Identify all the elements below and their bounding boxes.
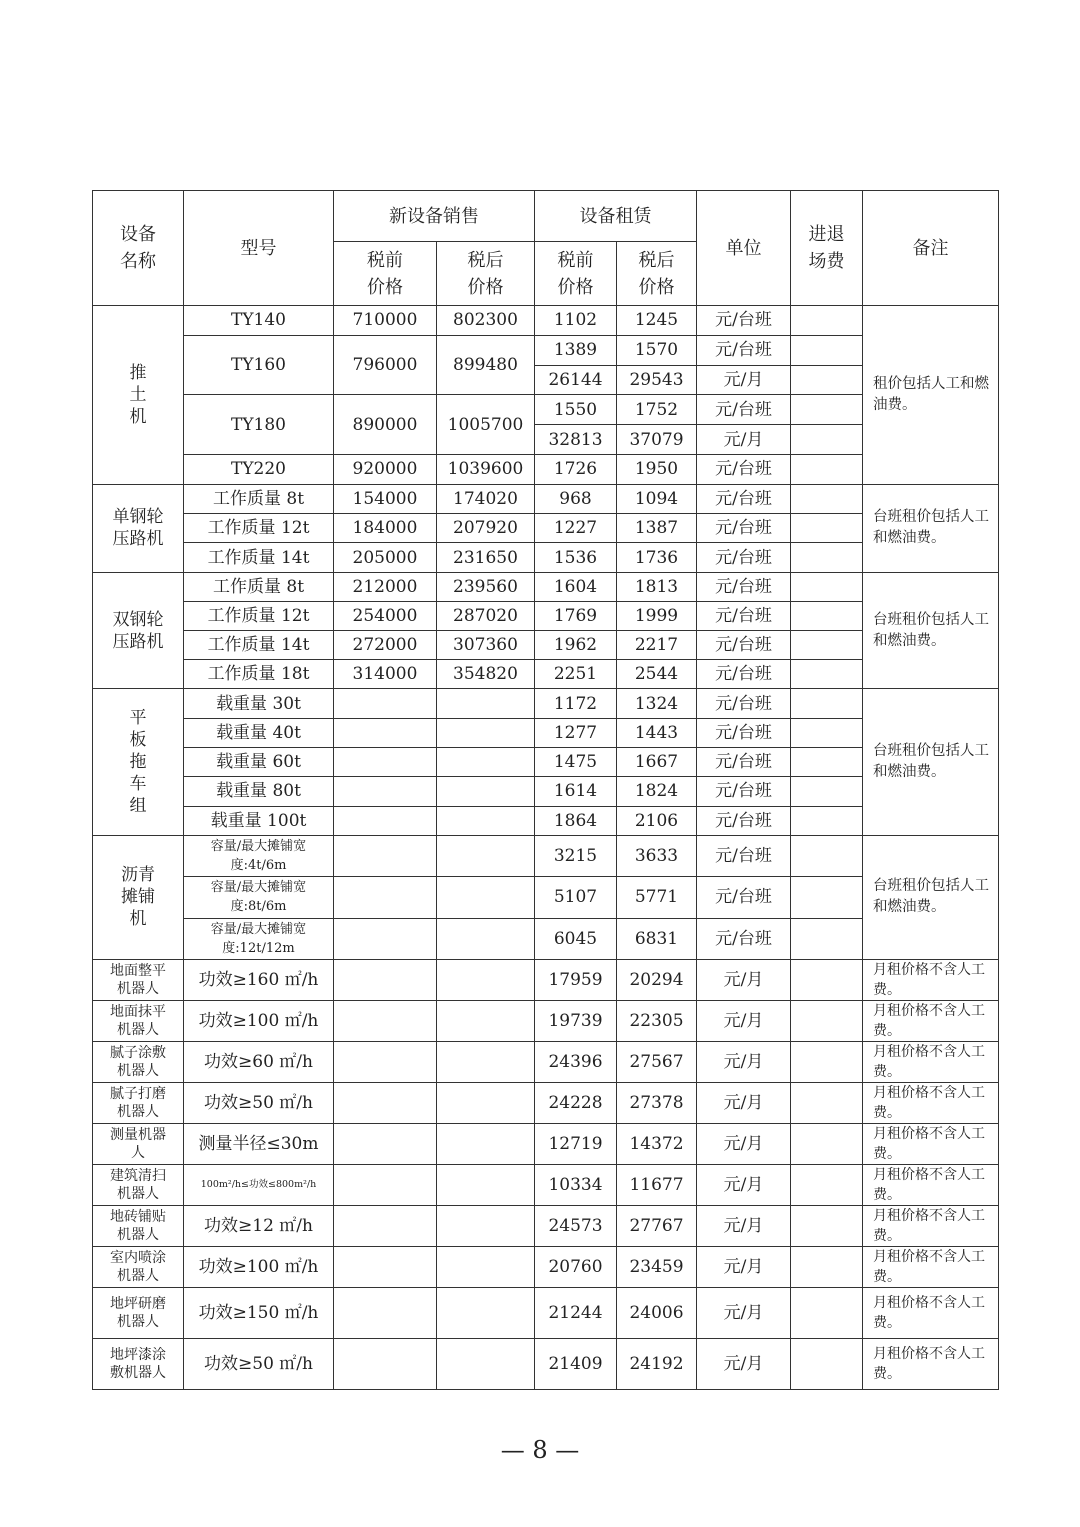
sale-after-tax: 287020 <box>437 601 535 630</box>
rent-pre-tax: 17959 <box>535 959 617 1000</box>
remark-cell: 月租价格不含人工费。 <box>863 1246 999 1287</box>
entry-exit-fee <box>791 306 863 336</box>
header-rent-after-tax <box>617 242 697 306</box>
table-row <box>93 1205 999 1246</box>
entry-exit-fee <box>791 835 863 876</box>
rent-pre-tax: 5107 <box>535 877 617 918</box>
rent-after-tax: 1245 <box>617 306 697 336</box>
entry-exit-fee <box>791 514 863 543</box>
sale-pre-tax: 920000 <box>334 454 437 484</box>
rent-pre-tax: 1389 <box>535 335 617 365</box>
remark-cell: 月租价格不含人工费。 <box>863 1164 999 1205</box>
unit-cell: 元/月 <box>697 1041 791 1082</box>
entry-exit-fee <box>791 877 863 918</box>
page-number: — 8 — <box>500 1436 580 1464</box>
rent-pre-tax: 2251 <box>535 660 617 689</box>
sale-after-tax <box>437 1246 535 1287</box>
unit-cell: 元/台班 <box>697 748 791 777</box>
rent-pre-tax: 19739 <box>535 1000 617 1041</box>
rent-after-tax: 1443 <box>617 718 697 747</box>
entry-exit-fee <box>791 1205 863 1246</box>
unit-cell: 元/台班 <box>697 689 791 718</box>
remark-cell: 月租价格不含人工费。 <box>863 1123 999 1164</box>
equipment-name: 沥青 摊铺 机 <box>93 835 184 959</box>
entry-exit-fee <box>791 543 863 572</box>
header-remarks: 备注 <box>863 191 999 306</box>
rent-pre-tax: 24396 <box>535 1041 617 1082</box>
entry-exit-fee <box>791 959 863 1000</box>
unit-cell: 元/台班 <box>697 631 791 660</box>
header-equipment-name-text: 设备 名称 <box>120 224 156 272</box>
rent-pre-tax: 1536 <box>535 543 617 572</box>
rent-after-tax: 1387 <box>617 514 697 543</box>
sale-after-tax <box>437 1123 535 1164</box>
sale-after-tax <box>437 1205 535 1246</box>
sale-after-tax <box>437 689 535 718</box>
model-cell: 功效≥50 ㎡/h <box>184 1082 334 1123</box>
rent-pre-tax: 1102 <box>535 306 617 336</box>
sale-pre-tax <box>334 1082 437 1123</box>
sale-pre-tax: 272000 <box>334 631 437 660</box>
entry-exit-fee <box>791 718 863 747</box>
unit-cell: 元/月 <box>697 959 791 1000</box>
model-cell: 100m²/h≤功效≤800m²/h <box>184 1164 334 1205</box>
header-rent-pre-tax <box>535 242 617 306</box>
remark-cell: 租价包括人工和燃油费。 <box>863 306 999 485</box>
sale-after-tax: 899480 <box>437 335 535 395</box>
model-cell: 载重量 40t <box>184 718 334 747</box>
unit-cell: 元/台班 <box>697 395 791 425</box>
sale-after-tax <box>437 1287 535 1338</box>
rent-pre-tax: 1604 <box>535 572 617 601</box>
entry-exit-fee <box>791 395 863 425</box>
model-cell: TY180 <box>184 395 334 455</box>
rent-after-tax: 1324 <box>617 689 697 718</box>
model-cell: 载重量 60t <box>184 748 334 777</box>
equipment-name: 推 土 机 <box>93 306 184 485</box>
sale-after-tax <box>437 777 535 806</box>
remark-cell: 台班租价包括人工和燃油费。 <box>863 572 999 689</box>
remark-cell: 月租价格不含人工费。 <box>863 959 999 1000</box>
header-sale-pre-tax-text: 税前 价格 <box>367 249 403 298</box>
rent-after-tax: 1813 <box>617 572 697 601</box>
unit-cell: 元/月 <box>697 1205 791 1246</box>
header-rent-pre-tax-text: 税前 价格 <box>557 249 594 298</box>
sale-pre-tax: 710000 <box>334 306 437 336</box>
entry-exit-fee <box>791 777 863 806</box>
rent-after-tax: 1752 <box>617 395 697 425</box>
entry-exit-fee <box>791 365 863 395</box>
sale-pre-tax: 314000 <box>334 660 437 689</box>
rent-after-tax: 1094 <box>617 484 697 513</box>
unit-cell: 元/月 <box>697 1338 791 1389</box>
model-cell: 功效≥100 ㎡/h <box>184 1000 334 1041</box>
unit-cell: 元/台班 <box>697 718 791 747</box>
model-cell: 功效≥160 ㎡/h <box>184 959 334 1000</box>
equipment-name: 单钢轮 压路机 <box>93 484 184 572</box>
entry-exit-fee <box>791 1082 863 1123</box>
rent-pre-tax: 1614 <box>535 777 617 806</box>
remark-cell: 月租价格不含人工费。 <box>863 1041 999 1082</box>
sale-pre-tax <box>334 1246 437 1287</box>
model-cell: 工作质量 8t <box>184 572 334 601</box>
rent-after-tax: 27378 <box>617 1082 697 1123</box>
rent-after-tax: 1736 <box>617 543 697 572</box>
model-cell: 功效≥150 ㎡/h <box>184 1287 334 1338</box>
header-model: 型号 <box>184 191 334 306</box>
rent-after-tax: 29543 <box>617 365 697 395</box>
entry-exit-fee <box>791 335 863 365</box>
remark-cell: 台班租价包括人工和燃油费。 <box>863 689 999 835</box>
sale-after-tax <box>437 877 535 918</box>
unit-cell: 元/台班 <box>697 514 791 543</box>
rent-pre-tax: 24573 <box>535 1205 617 1246</box>
rent-pre-tax: 968 <box>535 484 617 513</box>
table-row <box>93 484 999 513</box>
entry-exit-fee <box>791 1041 863 1082</box>
remark-cell: 月租价格不含人工费。 <box>863 1000 999 1041</box>
equipment-name: 建筑清扫 机器人 <box>93 1164 184 1205</box>
model-cell: 容量/最大摊铺宽 度:8t/6m <box>184 877 334 918</box>
table-row <box>93 1000 999 1041</box>
table-row <box>93 689 999 718</box>
unit-cell: 元/月 <box>697 365 791 395</box>
unit-cell: 元/台班 <box>697 918 791 959</box>
equipment-name: 腻子涂敷 机器人 <box>93 1041 184 1082</box>
unit-cell: 元/台班 <box>697 484 791 513</box>
rent-after-tax: 2106 <box>617 806 697 835</box>
model-cell: TY140 <box>184 306 334 336</box>
equipment-name: 地面整平 机器人 <box>93 959 184 1000</box>
unit-cell: 元/台班 <box>697 572 791 601</box>
equipment-name: 地坪研磨 机器人 <box>93 1287 184 1338</box>
unit-cell: 元/台班 <box>697 877 791 918</box>
rent-after-tax: 22305 <box>617 1000 697 1041</box>
unit-cell: 元/月 <box>697 425 791 455</box>
rent-after-tax: 14372 <box>617 1123 697 1164</box>
rent-pre-tax: 1769 <box>535 601 617 630</box>
sale-after-tax: 1039600 <box>437 454 535 484</box>
sale-after-tax <box>437 1082 535 1123</box>
rent-pre-tax: 32813 <box>535 425 617 455</box>
entry-exit-fee <box>791 425 863 455</box>
rent-after-tax: 1667 <box>617 748 697 777</box>
rent-after-tax: 24006 <box>617 1287 697 1338</box>
unit-cell: 元/月 <box>697 1164 791 1205</box>
table-row <box>93 1041 999 1082</box>
equipment-name: 腻子打磨 机器人 <box>93 1082 184 1123</box>
table-row <box>93 959 999 1000</box>
rent-after-tax: 1950 <box>617 454 697 484</box>
header-sale-after-tax <box>437 242 535 306</box>
table-row <box>93 835 999 876</box>
sale-pre-tax <box>334 777 437 806</box>
rent-pre-tax: 1726 <box>535 454 617 484</box>
price-table <box>92 190 999 1390</box>
unit-cell: 元/台班 <box>697 543 791 572</box>
remark-cell: 月租价格不含人工费。 <box>863 1287 999 1338</box>
rent-pre-tax: 1475 <box>535 748 617 777</box>
table-row <box>93 1338 999 1389</box>
entry-exit-fee <box>791 660 863 689</box>
remark-cell: 月租价格不含人工费。 <box>863 1205 999 1246</box>
entry-exit-fee <box>791 1246 863 1287</box>
rent-after-tax: 23459 <box>617 1246 697 1287</box>
equipment-name: 地面抹平 机器人 <box>93 1000 184 1041</box>
entry-exit-fee <box>791 806 863 835</box>
rent-pre-tax: 12719 <box>535 1123 617 1164</box>
entry-exit-fee <box>791 601 863 630</box>
unit-cell: 元/月 <box>697 1123 791 1164</box>
entry-exit-fee <box>791 484 863 513</box>
rent-after-tax: 2217 <box>617 631 697 660</box>
sale-after-tax: 354820 <box>437 660 535 689</box>
unit-cell: 元/月 <box>697 1246 791 1287</box>
sale-pre-tax: 890000 <box>334 395 437 455</box>
model-cell: TY160 <box>184 335 334 395</box>
unit-cell: 元/月 <box>697 1000 791 1041</box>
sale-after-tax: 1005700 <box>437 395 535 455</box>
rent-pre-tax: 1550 <box>535 395 617 425</box>
rent-after-tax: 27567 <box>617 1041 697 1082</box>
sale-after-tax <box>437 748 535 777</box>
rent-pre-tax: 6045 <box>535 918 617 959</box>
table-row <box>93 572 999 601</box>
model-cell: 测量半径≤30m <box>184 1123 334 1164</box>
remark-cell: 台班租价包括人工和燃油费。 <box>863 835 999 959</box>
sale-pre-tax <box>334 877 437 918</box>
equipment-name: 测量机器 人 <box>93 1123 184 1164</box>
remark-cell: 月租价格不含人工费。 <box>863 1338 999 1389</box>
sale-after-tax: 307360 <box>437 631 535 660</box>
rent-pre-tax: 1172 <box>535 689 617 718</box>
sale-pre-tax <box>334 1164 437 1205</box>
sale-pre-tax: 212000 <box>334 572 437 601</box>
rent-pre-tax: 10334 <box>535 1164 617 1205</box>
rent-after-tax: 24192 <box>617 1338 697 1389</box>
rent-pre-tax: 1962 <box>535 631 617 660</box>
rent-after-tax: 27767 <box>617 1205 697 1246</box>
equipment-name: 地坪漆涂 敷机器人 <box>93 1338 184 1389</box>
sale-after-tax <box>437 1041 535 1082</box>
rent-after-tax: 37079 <box>617 425 697 455</box>
model-cell: 功效≥60 ㎡/h <box>184 1041 334 1082</box>
model-cell: 功效≥50 ㎡/h <box>184 1338 334 1389</box>
model-cell: 容量/最大摊铺宽 度:12t/12m <box>184 918 334 959</box>
unit-cell: 元/台班 <box>697 601 791 630</box>
rent-after-tax: 1824 <box>617 777 697 806</box>
entry-exit-fee <box>791 1123 863 1164</box>
equipment-name: 平 板 拖 车 组 <box>93 689 184 835</box>
entry-exit-fee <box>791 748 863 777</box>
rent-after-tax: 2544 <box>617 660 697 689</box>
sale-after-tax <box>437 835 535 876</box>
sale-pre-tax <box>334 1123 437 1164</box>
header-rent-after-tax-text: 税后 价格 <box>638 249 675 298</box>
sale-after-tax <box>437 959 535 1000</box>
rent-after-tax: 1570 <box>617 335 697 365</box>
sale-after-tax: 174020 <box>437 484 535 513</box>
sale-after-tax <box>437 1164 535 1205</box>
unit-cell: 元/月 <box>697 1082 791 1123</box>
rent-pre-tax: 21244 <box>535 1287 617 1338</box>
entry-exit-fee <box>791 1000 863 1041</box>
rent-pre-tax: 20760 <box>535 1246 617 1287</box>
header-unit: 单位 <box>697 191 791 306</box>
rent-after-tax: 1999 <box>617 601 697 630</box>
sale-pre-tax <box>334 959 437 1000</box>
sale-after-tax <box>437 918 535 959</box>
sale-after-tax <box>437 1338 535 1389</box>
unit-cell: 元/台班 <box>697 454 791 484</box>
model-cell: 工作质量 14t <box>184 631 334 660</box>
sale-pre-tax <box>334 918 437 959</box>
rent-pre-tax: 24228 <box>535 1082 617 1123</box>
rent-after-tax: 11677 <box>617 1164 697 1205</box>
header-sale-after-tax-text: 税后 价格 <box>467 249 504 298</box>
unit-cell: 元/台班 <box>697 835 791 876</box>
entry-exit-fee <box>791 1338 863 1389</box>
sale-after-tax: 231650 <box>437 543 535 572</box>
entry-exit-fee <box>791 572 863 601</box>
sale-pre-tax: 184000 <box>334 514 437 543</box>
rent-pre-tax: 1277 <box>535 718 617 747</box>
rent-after-tax: 6831 <box>617 918 697 959</box>
header-sale-pre-tax <box>334 242 437 306</box>
rent-pre-tax: 1864 <box>535 806 617 835</box>
rent-pre-tax: 21409 <box>535 1338 617 1389</box>
entry-exit-fee <box>791 1287 863 1338</box>
sale-pre-tax: 796000 <box>334 335 437 395</box>
model-cell: 载重量 100t <box>184 806 334 835</box>
remark-cell: 月租价格不含人工费。 <box>863 1082 999 1123</box>
model-cell: 工作质量 14t <box>184 543 334 572</box>
sale-after-tax <box>437 806 535 835</box>
unit-cell: 元/台班 <box>697 806 791 835</box>
entry-exit-fee <box>791 689 863 718</box>
entry-exit-fee <box>791 454 863 484</box>
model-cell: TY220 <box>184 454 334 484</box>
header-rental: 设备租赁 <box>535 191 697 242</box>
table-row <box>93 1082 999 1123</box>
model-cell: 载重量 80t <box>184 777 334 806</box>
sale-after-tax: 207920 <box>437 514 535 543</box>
model-cell: 工作质量 12t <box>184 514 334 543</box>
equipment-name: 地砖铺贴 机器人 <box>93 1205 184 1246</box>
unit-cell: 元/台班 <box>697 306 791 336</box>
sale-pre-tax <box>334 718 437 747</box>
unit-cell: 元/台班 <box>697 777 791 806</box>
table-row <box>93 1164 999 1205</box>
entry-exit-fee <box>791 631 863 660</box>
header-entry-exit-fee-text: 进退 场费 <box>808 224 845 272</box>
sale-pre-tax <box>334 835 437 876</box>
header-entry-exit-fee <box>791 191 863 306</box>
header-new-sales: 新设备销售 <box>334 191 535 242</box>
table-row <box>93 306 999 336</box>
unit-cell: 元/台班 <box>697 335 791 365</box>
unit-cell: 元/月 <box>697 1287 791 1338</box>
rent-after-tax: 5771 <box>617 877 697 918</box>
model-cell: 工作质量 18t <box>184 660 334 689</box>
sale-pre-tax: 205000 <box>334 543 437 572</box>
sale-pre-tax <box>334 1338 437 1389</box>
sale-pre-tax: 254000 <box>334 601 437 630</box>
model-cell: 功效≥100 ㎡/h <box>184 1246 334 1287</box>
sale-after-tax <box>437 1000 535 1041</box>
sale-pre-tax <box>334 1041 437 1082</box>
sale-after-tax <box>437 718 535 747</box>
sale-pre-tax <box>334 689 437 718</box>
model-cell: 工作质量 8t <box>184 484 334 513</box>
entry-exit-fee <box>791 918 863 959</box>
sale-pre-tax <box>334 1205 437 1246</box>
sale-pre-tax <box>334 1000 437 1041</box>
model-cell: 工作质量 12t <box>184 601 334 630</box>
model-cell: 功效≥12 ㎡/h <box>184 1205 334 1246</box>
equipment-name: 室内喷涂 机器人 <box>93 1246 184 1287</box>
model-cell: 载重量 30t <box>184 689 334 718</box>
model-cell: 容量/最大摊铺宽 度:4t/6m <box>184 835 334 876</box>
table-row <box>93 1246 999 1287</box>
sale-after-tax: 802300 <box>437 306 535 336</box>
rent-pre-tax: 26144 <box>535 365 617 395</box>
entry-exit-fee <box>791 1164 863 1205</box>
sale-pre-tax <box>334 806 437 835</box>
equipment-name: 双钢轮 压路机 <box>93 572 184 689</box>
rent-pre-tax: 1227 <box>535 514 617 543</box>
sale-pre-tax <box>334 1287 437 1338</box>
sale-after-tax: 239560 <box>437 572 535 601</box>
remark-cell: 台班租价包括人工和燃油费。 <box>863 484 999 572</box>
rent-after-tax: 3633 <box>617 835 697 876</box>
sale-pre-tax <box>334 748 437 777</box>
header-equipment-name <box>93 191 184 306</box>
rent-pre-tax: 3215 <box>535 835 617 876</box>
sale-pre-tax: 154000 <box>334 484 437 513</box>
table-row <box>93 1287 999 1338</box>
rent-after-tax: 20294 <box>617 959 697 1000</box>
unit-cell: 元/台班 <box>697 660 791 689</box>
table-row <box>93 1123 999 1164</box>
